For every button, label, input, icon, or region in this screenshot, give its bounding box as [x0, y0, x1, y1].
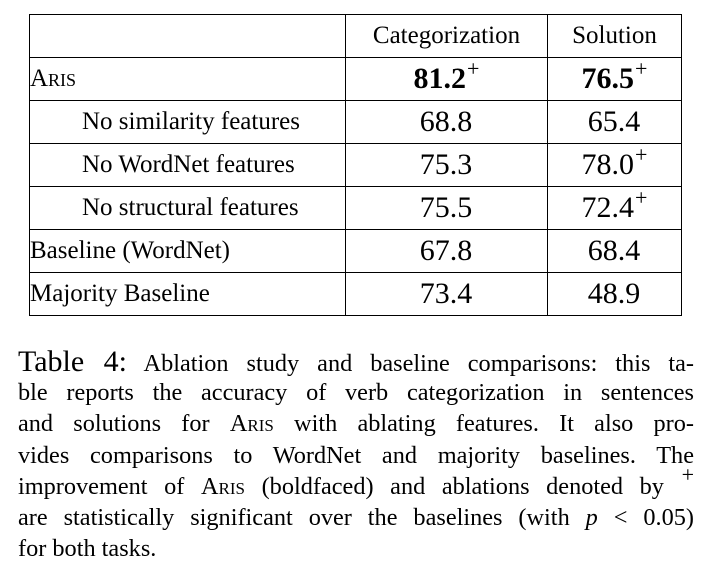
row-label: Majority Baseline	[30, 273, 346, 316]
solution-value: 48.9	[548, 273, 682, 316]
significance-marker: +	[635, 56, 648, 81]
table-caption	[18, 346, 694, 564]
row-label: No WordNet features	[30, 144, 346, 187]
caption-line: Table 4: Ablation study and baseline comparisons: this ta-	[18, 345, 694, 378]
row-label: Aris	[30, 58, 346, 101]
row-label: No structural features	[30, 187, 346, 230]
header-empty-cell	[30, 15, 346, 58]
table-row	[30, 187, 682, 230]
table-row	[30, 58, 682, 101]
table-row	[30, 101, 682, 144]
significance-marker: +	[635, 142, 648, 167]
categorization-value: 67.8	[346, 230, 548, 273]
table-header-row	[30, 15, 682, 58]
solution-value: 68.4	[548, 230, 682, 273]
header-categorization: Categorization	[346, 15, 548, 58]
significance-marker: +	[635, 185, 648, 210]
row-label: No similarity features	[30, 101, 346, 144]
categorization-value: 75.5	[346, 187, 548, 230]
solution-value: 72.4+	[548, 187, 682, 230]
table-row	[30, 273, 682, 316]
significance-marker: +	[681, 461, 694, 487]
categorization-value: 73.4	[346, 273, 548, 316]
categorization-value: 81.2+	[346, 58, 548, 101]
solution-value: 76.5+	[548, 58, 682, 101]
results-table	[29, 14, 682, 316]
table-row	[30, 230, 682, 273]
caption-line: for both tasks.	[18, 535, 157, 563]
table-number: Table 4:	[18, 345, 127, 378]
row-label: Baseline (WordNet)	[30, 230, 346, 273]
solution-value: 78.0+	[548, 144, 682, 187]
categorization-value: 75.3	[346, 144, 548, 187]
caption-line: and solutions for Aris with ablating features. It also pro-	[18, 410, 694, 438]
solution-value: 65.4	[548, 101, 682, 144]
categorization-value: 68.8	[346, 101, 548, 144]
caption-line: improvement of Aris (boldfaced) and ablations denoted by +	[18, 461, 694, 500]
table-row	[30, 144, 682, 187]
header-solution: Solution	[548, 15, 682, 58]
significance-marker: +	[467, 56, 480, 81]
caption-line: vides comparisons to WordNet and majority baselines. The	[18, 441, 694, 469]
caption-line: ble reports the accuracy of verb categorization in sentences	[18, 379, 694, 407]
caption-line: are statistically significant over the baselines (with p < 0.05)	[18, 503, 694, 531]
